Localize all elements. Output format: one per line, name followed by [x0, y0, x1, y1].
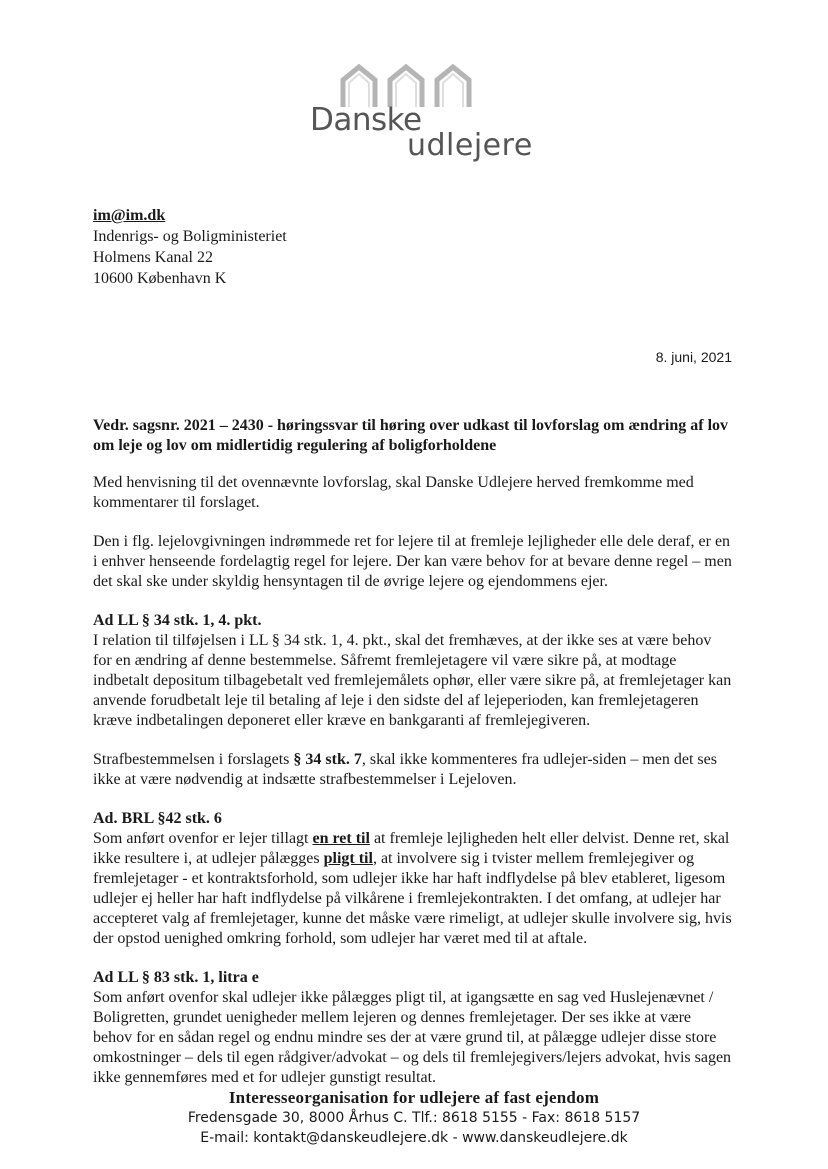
letter-footer [0, 1088, 828, 1148]
paragraph-2-pre: Strafbestemmelsen i forslagets [93, 751, 294, 768]
paragraph-1: Den i flg. lejelovgivningen indrømmede ret for lejere til at fremleje lejligheder elle dele deraf, er en i enhver henseende fordelagtig regel for lejere. Der kan være behov for at bevare denne regel – men det skal ske under skyldig hensyntagen til de øvrige lejere og ejendommens ejer. [93, 533, 732, 590]
section-1-heading: Ad LL § 34 stk. 1, 4. pkt. [93, 612, 262, 629]
section-2-text-part-3: , at involvere sig i tvister mellem fremlejegiver og fremlejetager - et kontraktsforhold, som udlejer ikke har haft indflydelse på blev etableret, ligesom udlejer ej heller har haft indflydelse på vilkårene i fremlejekontrakten. I det omfang, at udlejer har accepteret valg af fremlejetager, kunne det måske være rimeligt, at udlejer skulle involvere sig, hvis der opstod uenighed omkring forhold, som udlejer har været med til at aftale. [93, 850, 732, 947]
section-2-underline-2: pligt til [323, 850, 373, 867]
paragraph-2 [93, 750, 733, 790]
intro-paragraph: Med henvisning til det ovennævnte lovforslag, skal Danske Udlejere herved fremkomme med kommentarer til forslaget. [93, 474, 694, 511]
footer-contact: E-mail: kontakt@danskeudlejere.dk - www.danskeudlejere.dk [200, 1130, 628, 1146]
footer-organisation: Interesseorganisation for udlejere af fast ejendom [228, 1088, 600, 1107]
recipient-street: Holmens Kanal 22 [93, 249, 213, 266]
paragraph-2-bold: § 34 stk. 7 [293, 751, 362, 768]
section-2-text-part-2: at fremleje lejligheden helt eller delvist. Denne ret, skal ikke resultere i, at udlejer pålægges [93, 830, 730, 867]
section-2-text [93, 829, 733, 949]
footer-address: Fredensgade 30, 8000 Århus C. Tlf.: 8618 5155 - Fax: 8618 5157 [187, 1110, 641, 1126]
paragraph-2-post: , skal ikke kommenteres fra udlejer-siden – men det ses ikke at være nødvendig at indsætte strafbestemmelser i Lejeloven. [93, 751, 717, 788]
section-1-text: I relation til tilføjelsen i LL § 34 stk. 1, 4. pkt., skal det fremhæves, at der ikke ses at være behov for en ændring af denne bestemmelse. Såfremt fremlejetagere vil være sikre på, at modtage indbetalt depositum tilbagebetalt ved fremlejemålets ophør, eller være sikre på, at fremlejetager kan anvende forudbetalt leje til betaling af leje i den sidste del af lejeperioden, kan fremlejetageren kræve indbetalingen deponeret eller kræve en bankgaranti af fremlejegiveren. [93, 632, 732, 729]
danske-udlejere-logo [305, 62, 540, 162]
section-3-heading: Ad LL § 83 stk. 1, litra e [93, 969, 259, 986]
recipient-address [93, 205, 287, 289]
letter-body [93, 416, 733, 1088]
recipient-city: 10600 København K [93, 270, 227, 287]
section-3-text: Som anført ovenfor skal udlejer ikke pålægges pligt til, at igangsætte en sag ved Huslejenævnet / Boligretten, grundet uenigheder mellem lejeren og dennes fremlejetager. Der ses ikke at være behov for en sådan regel og endnu mindre ses der at være grund til, at pålægge udlejer disse store omkostninger – dels til egen rådgiver/advokat – og dels til fremlejegivers/lejers advokat, hvis sagen ikke gennemføres med et for udlejer gunstigt resultat. [93, 989, 732, 1086]
section-2-underline-1: en ret til [312, 830, 370, 847]
subject-line: Vedr. sagsnr. 2021 – 2430 - høringssvar til høring over udkast til lovforslag om ændring af lov om leje og lov om midlertidig regulering af boligforholdene [93, 417, 729, 454]
letter-date: 8. juni, 2021 [655, 349, 732, 365]
section-2-heading: Ad. BRL §42 stk. 6 [93, 810, 222, 827]
recipient-org: Indenrigs- og Boligministeriet [93, 228, 287, 245]
logo-word-udlejere: udlejere [407, 128, 533, 163]
logo-word-danske: Danske [310, 102, 422, 138]
recipient-email[interactable]: im@im.dk [93, 207, 166, 224]
section-2-text-part-1: Som anført ovenfor er lejer tillagt [93, 830, 313, 847]
